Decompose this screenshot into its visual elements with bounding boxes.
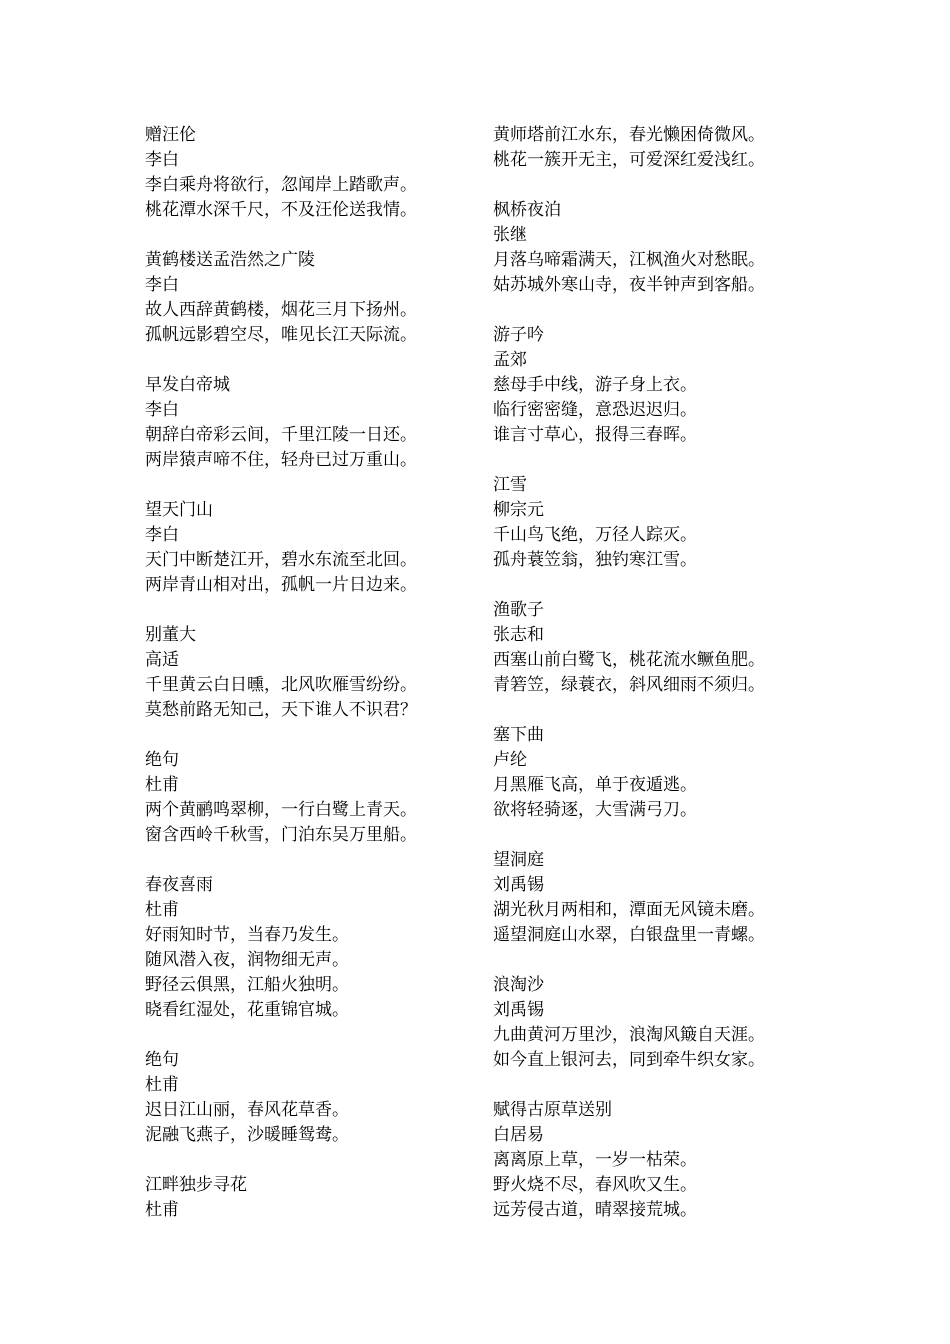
poem-block [493, 123, 853, 173]
poem-line: 月落乌啼霜满天，江枫渔火对愁眠。 [493, 250, 765, 270]
stanza-gap [145, 473, 505, 498]
poem-author: 白居易 [493, 1125, 544, 1145]
poem-line: 两岸青山相对出，孤帆一片日边来。 [145, 575, 417, 595]
poem-author: 李白 [145, 525, 179, 545]
poem-title: 早发白帝城 [145, 375, 230, 395]
poem-title: 渔歌子 [493, 600, 544, 620]
poem-line: 野径云俱黑，江船火独明。 [145, 975, 349, 995]
poem-title: 赋得古原草送别 [493, 1100, 612, 1120]
poem-title: 绝句 [145, 1050, 179, 1070]
poem-line: 天门中断楚江开，碧水东流至北回。 [145, 550, 417, 570]
poem-block [145, 373, 505, 473]
poem-block [145, 1173, 505, 1223]
poem-line: 姑苏城外寒山寺，夜半钟声到客船。 [493, 275, 765, 295]
poem-title: 绝句 [145, 750, 179, 770]
poem-title: 春夜喜雨 [145, 875, 213, 895]
poem-line: 故人西辞黄鹤楼，烟花三月下扬州。 [145, 300, 417, 320]
right-column [493, 123, 853, 1223]
poem-title: 望洞庭 [493, 850, 544, 870]
poem-block [145, 123, 505, 223]
stanza-gap [493, 1073, 853, 1098]
poem-author: 孟郊 [493, 350, 527, 370]
poem-line: 好雨知时节，当春乃发生。 [145, 925, 349, 945]
stanza-gap [145, 223, 505, 248]
poem-line: 离离原上草，一岁一枯荣。 [493, 1150, 697, 1170]
poem-line: 黄师塔前江水东，春光懒困倚微风。 [493, 125, 765, 145]
poem-block [145, 1048, 505, 1148]
poem-line: 莫愁前路无知己，天下谁人不识君？ [145, 700, 417, 720]
poem-title: 枫桥夜泊 [493, 200, 561, 220]
poem-author: 刘禹锡 [493, 875, 544, 895]
poem-author: 杜甫 [145, 775, 179, 795]
poem-block [493, 323, 853, 448]
poem-line: 遥望洞庭山水翠，白银盘里一青螺。 [493, 925, 765, 945]
poem-line: 野火烧不尽，春风吹又生。 [493, 1175, 697, 1195]
stanza-gap [145, 848, 505, 873]
poem-author: 李白 [145, 150, 179, 170]
poem-author: 刘禹锡 [493, 1000, 544, 1020]
poem-line: 李白乘舟将欲行，忽闻岸上踏歌声。 [145, 175, 417, 195]
poem-author: 卢纶 [493, 750, 527, 770]
stanza-gap [145, 348, 505, 373]
stanza-gap [493, 298, 853, 323]
poem-block [493, 723, 853, 823]
poem-block [145, 623, 505, 723]
poem-author: 张志和 [493, 625, 544, 645]
stanza-gap [145, 723, 505, 748]
poem-block [145, 748, 505, 848]
poem-line: 晓看红湿处，花重锦官城。 [145, 1000, 349, 1020]
poem-title: 浪淘沙 [493, 975, 544, 995]
poem-block [493, 848, 853, 948]
stanza-gap [493, 948, 853, 973]
poem-author: 柳宗元 [493, 500, 544, 520]
poem-line: 两岸猿声啼不住，轻舟已过万重山。 [145, 450, 417, 470]
poem-block [493, 473, 853, 573]
poem-author: 杜甫 [145, 1075, 179, 1095]
poem-line: 谁言寸草心，报得三春晖。 [493, 425, 697, 445]
poem-title: 别董大 [145, 625, 196, 645]
poem-line: 千里黄云白日曛，北风吹雁雪纷纷。 [145, 675, 417, 695]
poem-line: 西塞山前白鹭飞，桃花流水鳜鱼肥。 [493, 650, 765, 670]
poem-title: 塞下曲 [493, 725, 544, 745]
stanza-gap [145, 598, 505, 623]
poem-line: 九曲黄河万里沙，浪淘风簸自天涯。 [493, 1025, 765, 1045]
poem-line: 两个黄鹂鸣翠柳，一行白鹭上青天。 [145, 800, 417, 820]
poem-author: 杜甫 [145, 1200, 179, 1220]
stanza-gap [145, 1023, 505, 1048]
poem-title: 游子吟 [493, 325, 544, 345]
poem-line: 慈母手中线，游子身上衣。 [493, 375, 697, 395]
poem-line: 欲将轻骑逐，大雪满弓刀。 [493, 800, 697, 820]
poem-line: 孤舟蓑笠翁，独钓寒江雪。 [493, 550, 697, 570]
poem-title: 黄鹤楼送孟浩然之广陵 [145, 250, 315, 270]
poem-line: 孤帆远影碧空尽，唯见长江天际流。 [145, 325, 417, 345]
poem-line: 青箬笠，绿蓑衣，斜风细雨不须归。 [493, 675, 765, 695]
poem-block [493, 598, 853, 698]
poem-line: 湖光秋月两相和，潭面无风镜未磨。 [493, 900, 765, 920]
poem-author: 杜甫 [145, 900, 179, 920]
stanza-gap [145, 1148, 505, 1173]
poem-line: 泥融飞燕子，沙暖睡鸳鸯。 [145, 1125, 349, 1145]
stanza-gap [493, 448, 853, 473]
poem-line: 如今直上银河去，同到牵牛织女家。 [493, 1050, 765, 1070]
left-column [145, 123, 505, 1223]
poem-line: 临行密密缝，意恐迟迟归。 [493, 400, 697, 420]
poem-block [145, 248, 505, 348]
poem-line: 桃花一簇开无主，可爱深红爱浅红。 [493, 150, 765, 170]
poem-line: 窗含西岭千秋雪，门泊东吴万里船。 [145, 825, 417, 845]
stanza-gap [493, 573, 853, 598]
poem-block [493, 973, 853, 1073]
poem-author: 高适 [145, 650, 179, 670]
poem-title: 江雪 [493, 475, 527, 495]
poem-line: 迟日江山丽，春风花草香。 [145, 1100, 349, 1120]
poem-line: 朝辞白帝彩云间，千里江陵一日还。 [145, 425, 417, 445]
poem-title: 江畔独步寻花 [145, 1175, 247, 1195]
poem-block [145, 498, 505, 598]
poem-block [493, 1098, 853, 1223]
poem-author: 李白 [145, 275, 179, 295]
poem-line: 远芳侵古道，晴翠接荒城。 [493, 1200, 697, 1220]
stanza-gap [493, 823, 853, 848]
poem-block [145, 873, 505, 1023]
stanza-gap [493, 698, 853, 723]
stanza-gap [493, 173, 853, 198]
poem-author: 张继 [493, 225, 527, 245]
poem-block [493, 198, 853, 298]
poem-line: 随风潜入夜，润物细无声。 [145, 950, 349, 970]
poem-line: 千山鸟飞绝，万径人踪灭。 [493, 525, 697, 545]
poem-line: 桃花潭水深千尺，不及汪伦送我情。 [145, 200, 417, 220]
poem-title: 望天门山 [145, 500, 213, 520]
poem-title: 赠汪伦 [145, 125, 196, 145]
poem-author: 李白 [145, 400, 179, 420]
poem-line: 月黑雁飞高，单于夜遁逃。 [493, 775, 697, 795]
